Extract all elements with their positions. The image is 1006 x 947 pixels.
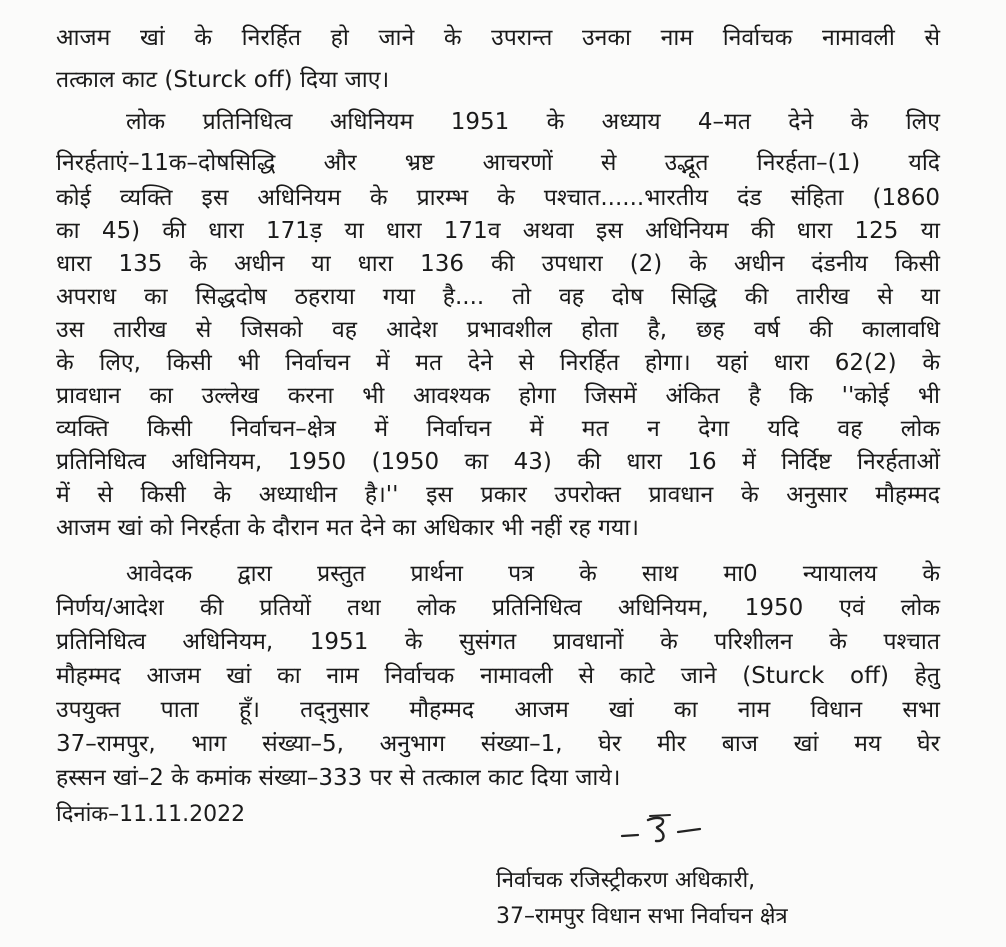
paragraph-3-line-4: मौहम्मद आजम खां का नाम निर्वाचक नामावली से काटे जाने (Sturck off) हेतु — [56, 663, 940, 689]
paragraph-2-line-2: निरर्हताएं–11क–दोषसिद्धि और भ्रष्ट आचरणों से उद्भूत निरर्हता–(1) यदि — [56, 150, 940, 176]
paragraph-3-line-2: निर्णय/आदेश की प्रतियों तथा लोक प्रतिनिधित्व अधिनियम, 1950 एवं लोक — [56, 595, 940, 621]
paragraph-2-line-11: प्रतिनिधित्व अधिनियम, 1950 (1950 का 43) की धारा 16 में निर्दिष्ट निरर्हताओं — [56, 449, 940, 475]
signature-mark — [618, 808, 718, 848]
paragraph-3-line-3: प्रतिनिधित्व अधिनियम, 1951 के सुसंगत प्रावधानों के परिशीलन के पश्चात — [56, 629, 940, 655]
paragraph-3-line-7: हस्सन खां–2 के कमांक संख्या–333 पर से तत्काल काट दिया जाये। — [56, 765, 621, 791]
paragraph-2-line-7: उस तारीख से जिसको वह आदेश प्रभावशील होता है, छह वर्ष की कालावधि — [56, 317, 940, 343]
paragraph-2-line-10: व्यक्ति किसी निर्वाचन–क्षेत्र में निर्वाचन में मत न देगा यदि वह लोक — [56, 416, 940, 442]
paragraph-3-line-5: उपयुक्त पाता हूँ। तद्नुसार मौहम्मद आजम खां का नाम विधान सभा — [56, 697, 940, 723]
paragraph-2-line-9: प्रावधान का उल्लेख करना भी आवश्यक होगा जिसमें अंकित है कि ''कोई भी — [56, 383, 940, 409]
paragraph-2-line-8: के लिए, किसी भी निर्वाचन में मत देने से निरर्हित होगा। यहां धारा 62(2) के — [56, 350, 940, 376]
paragraph-2-line-12: में से किसी के अध्याधीन है।'' इस प्रकार उपरोक्त प्रावधान के अनुसार मौहम्मद — [56, 482, 940, 508]
paragraph-1-line-1: आजम खां के निरर्हित हो जाने के उपरान्त उनका नाम निर्वाचक नामावली से — [56, 25, 940, 51]
paragraph-2-line-4: का 45) की धारा 171ड़ या धारा 171व अथवा इस अधिनियम की धारा 125 या — [56, 218, 940, 244]
paragraph-1-line-2: तत्काल काट (Sturck off) दिया जाए। — [56, 67, 390, 93]
paragraph-3-line-6: 37–रामपुर, भाग संख्या–5, अनुभाग संख्या–1, घेर मीर बाज खां मय घेर — [56, 731, 940, 757]
officer-designation: निर्वाचक रजिस्ट्रीकरण अधिकारी, — [496, 868, 756, 893]
paragraph-3-line-1: आवेदक द्वारा प्रस्तुत प्रार्थना पत्र के साथ मा0 न्यायालय के — [126, 561, 940, 587]
paragraph-2-line-6: अपराध का सिद्धदोष ठहराया गया है.... तो वह दोष सिद्धि की तारीख से या — [56, 284, 940, 310]
officer-constituency: 37–रामपुर विधान सभा निर्वाचन क्षेत्र — [496, 904, 788, 929]
order-date: दिनांक–11.11.2022 — [56, 802, 246, 827]
paragraph-2-line-3: कोई व्यक्ति इस अधिनियम के प्रारम्भ के पश्चात......भारतीय दंड संहिता (1860 — [56, 185, 940, 211]
paragraph-2-line-1: लोक प्रतिनिधित्व अधिनियम 1951 के अध्याय 4–मत देने के लिए — [126, 109, 940, 135]
paragraph-2-line-5: धारा 135 के अधीन या धारा 136 की उपधारा (2) के अधीन दंडनीय किसी — [56, 251, 940, 277]
paragraph-2-line-13: आजम खां को निरर्हता के दौरान मत देने का अधिकार भी नहीं रह गया। — [56, 515, 639, 541]
